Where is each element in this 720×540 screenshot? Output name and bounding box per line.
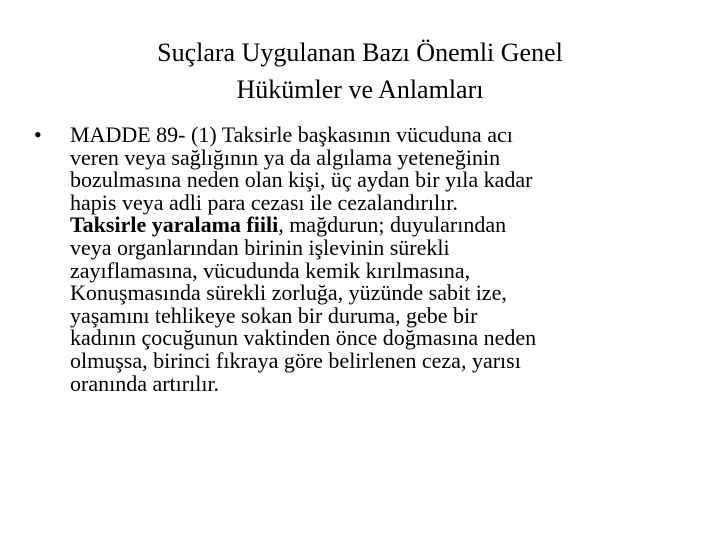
- paragraph-line: olmuşsa, birinci fıkraya göre belirlenen ceza, yarısı: [70, 347, 521, 373]
- paragraph-line: hapis veya adli para cezası ile cezalandırılır.: [70, 189, 458, 215]
- paragraph-line: MADDE 89- (1) Taksirle başkasının vücuduna acı: [70, 122, 513, 147]
- paragraph-line: kadının çocuğunun vaktinden önce doğmasına neden: [70, 325, 537, 351]
- slide-body: [34, 124, 674, 395]
- paragraph-line: zayıflamasına, vücudunda kemik kırılmasına,: [70, 257, 471, 283]
- bullet-item: [34, 124, 674, 395]
- paragraph-line: veya organlarından birinin işlevinin sürekli: [70, 234, 450, 260]
- slide-title: [60, 34, 660, 108]
- bullet-paragraph: [70, 124, 674, 395]
- paragraph-line-mixed: [70, 214, 674, 237]
- paragraph-line: oranında artırılır.: [70, 370, 220, 396]
- paragraph-line: veren veya sağlığının ya da algılama yeteneğinin: [70, 144, 501, 170]
- paragraph-line-rest: , mağdurun; duyularından: [278, 212, 507, 238]
- paragraph-line: Konuşmasında sürekli zorluğa, yüzünde sabit ize,: [70, 280, 507, 306]
- paragraph-line: yaşamını tehlikeye sokan bir duruma, gebe bir: [70, 302, 478, 328]
- slide-title-line-1: Suçlara Uygulanan Bazı Önemli Genel: [157, 38, 563, 67]
- paragraph-line: bozulmasına neden olan kişi, üç aydan bir yıla kadar: [70, 167, 533, 193]
- bullet-marker: •: [34, 122, 42, 147]
- bold-term: Taksirle yaralama fiili: [70, 212, 279, 238]
- slide-title-line-2: Hükümler ve Anlamları: [236, 75, 484, 104]
